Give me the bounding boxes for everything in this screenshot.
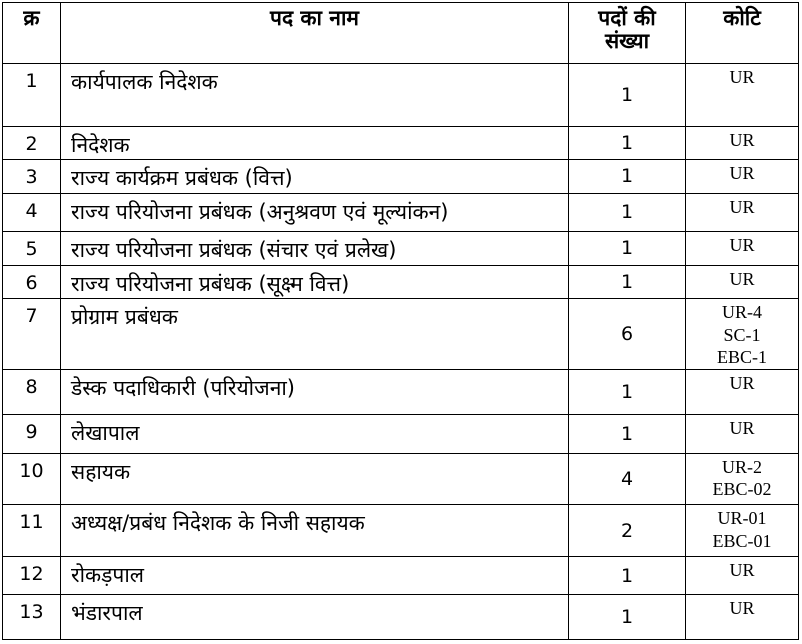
post-name: प्रोग्राम प्रबंधक [61,299,569,370]
serial-number: 11 [3,505,61,557]
table-row [3,453,799,505]
category-value: UR [729,129,755,150]
posts-table [2,2,799,640]
post-count: 1 [569,126,686,159]
post-name: राज्य कार्यक्रम प्रबंधक (वित्त) [61,160,569,193]
table-row [3,370,799,415]
category-value: UR-01 [717,508,767,529]
category-cell [686,232,799,265]
category-cell [686,595,799,640]
post-count: 1 [569,265,686,298]
serial-number: 7 [3,299,61,370]
category-cell [686,160,799,193]
category-value: UR [729,598,755,619]
serial-number: 4 [3,193,61,232]
post-count: 6 [569,299,686,370]
serial-number: 5 [3,232,61,265]
category-cell [686,556,799,595]
post-count: 4 [569,453,686,505]
serial-number: 13 [3,595,61,640]
post-count: 1 [569,232,686,265]
post-count: 1 [569,370,686,415]
category-value: EBC-1 [716,347,767,367]
post-name: कार्यपालक निदेशक [61,64,569,127]
category-cell [686,64,799,127]
category-cell [686,265,799,298]
category-value: UR [729,559,755,580]
header-row [3,3,799,64]
category-cell [686,299,799,370]
post-count: 1 [569,193,686,232]
serial-number: 9 [3,415,61,454]
post-count: 1 [569,160,686,193]
serial-number: 12 [3,556,61,595]
category-cell [686,453,799,505]
category-value: UR [729,67,755,87]
serial-number: 10 [3,453,61,505]
table-row [3,126,799,159]
category-value: EBC-01 [712,530,772,551]
category-cell [686,505,799,557]
table-row [3,556,799,595]
category-value: UR [729,268,755,289]
category-value: UR-4 [722,302,762,322]
table-row [3,232,799,265]
header-serial: क्र [3,3,61,64]
table-row [3,193,799,232]
header-category: कोटि [686,3,799,64]
post-name: रोकड़पाल [61,556,569,595]
category-cell [686,126,799,159]
post-count: 1 [569,595,686,640]
category-value: UR [729,196,755,217]
post-name: राज्य परियोजना प्रबंधक (संचार एवं प्रलेख) [61,232,569,265]
post-count: 1 [569,415,686,454]
post-count: 1 [569,64,686,127]
table-row [3,595,799,640]
serial-number: 6 [3,265,61,298]
post-name: लेखापाल [61,415,569,454]
post-count: 1 [569,556,686,595]
table-row [3,299,799,370]
serial-number: 8 [3,370,61,415]
post-name: अध्यक्ष/प्रबंध निदेशक के निजी सहायक [61,505,569,557]
category-value: UR [729,163,755,184]
category-value: UR [729,373,755,394]
serial-number: 3 [3,160,61,193]
category-value: UR-2 [722,456,762,477]
post-name: भंडारपाल [61,595,569,640]
category-value: UR [729,235,755,256]
category-value: SC-1 [723,324,761,345]
header-post-name: पद का नाम [61,3,569,64]
table-row [3,265,799,298]
post-name: राज्य परियोजना प्रबंधक (सूक्ष्म वित्त) [61,265,569,298]
header-post-count: पदों की संख्या [569,3,686,64]
table-row [3,505,799,557]
post-name: सहायक [61,453,569,505]
post-name: राज्य परियोजना प्रबंधक (अनुश्रवण एवं मूल्यांकन) [61,193,569,232]
table-body [3,64,799,640]
post-name: डेस्क पदाधिकारी (परियोजना) [61,370,569,415]
table-row [3,415,799,454]
category-value: EBC-02 [712,479,772,499]
post-count: 2 [569,505,686,557]
category-cell [686,193,799,232]
category-cell [686,370,799,415]
serial-number: 2 [3,126,61,159]
table-row [3,64,799,127]
table-row [3,160,799,193]
serial-number: 1 [3,64,61,127]
category-value: UR [729,418,755,438]
category-cell [686,415,799,454]
post-name: निदेशक [61,126,569,159]
